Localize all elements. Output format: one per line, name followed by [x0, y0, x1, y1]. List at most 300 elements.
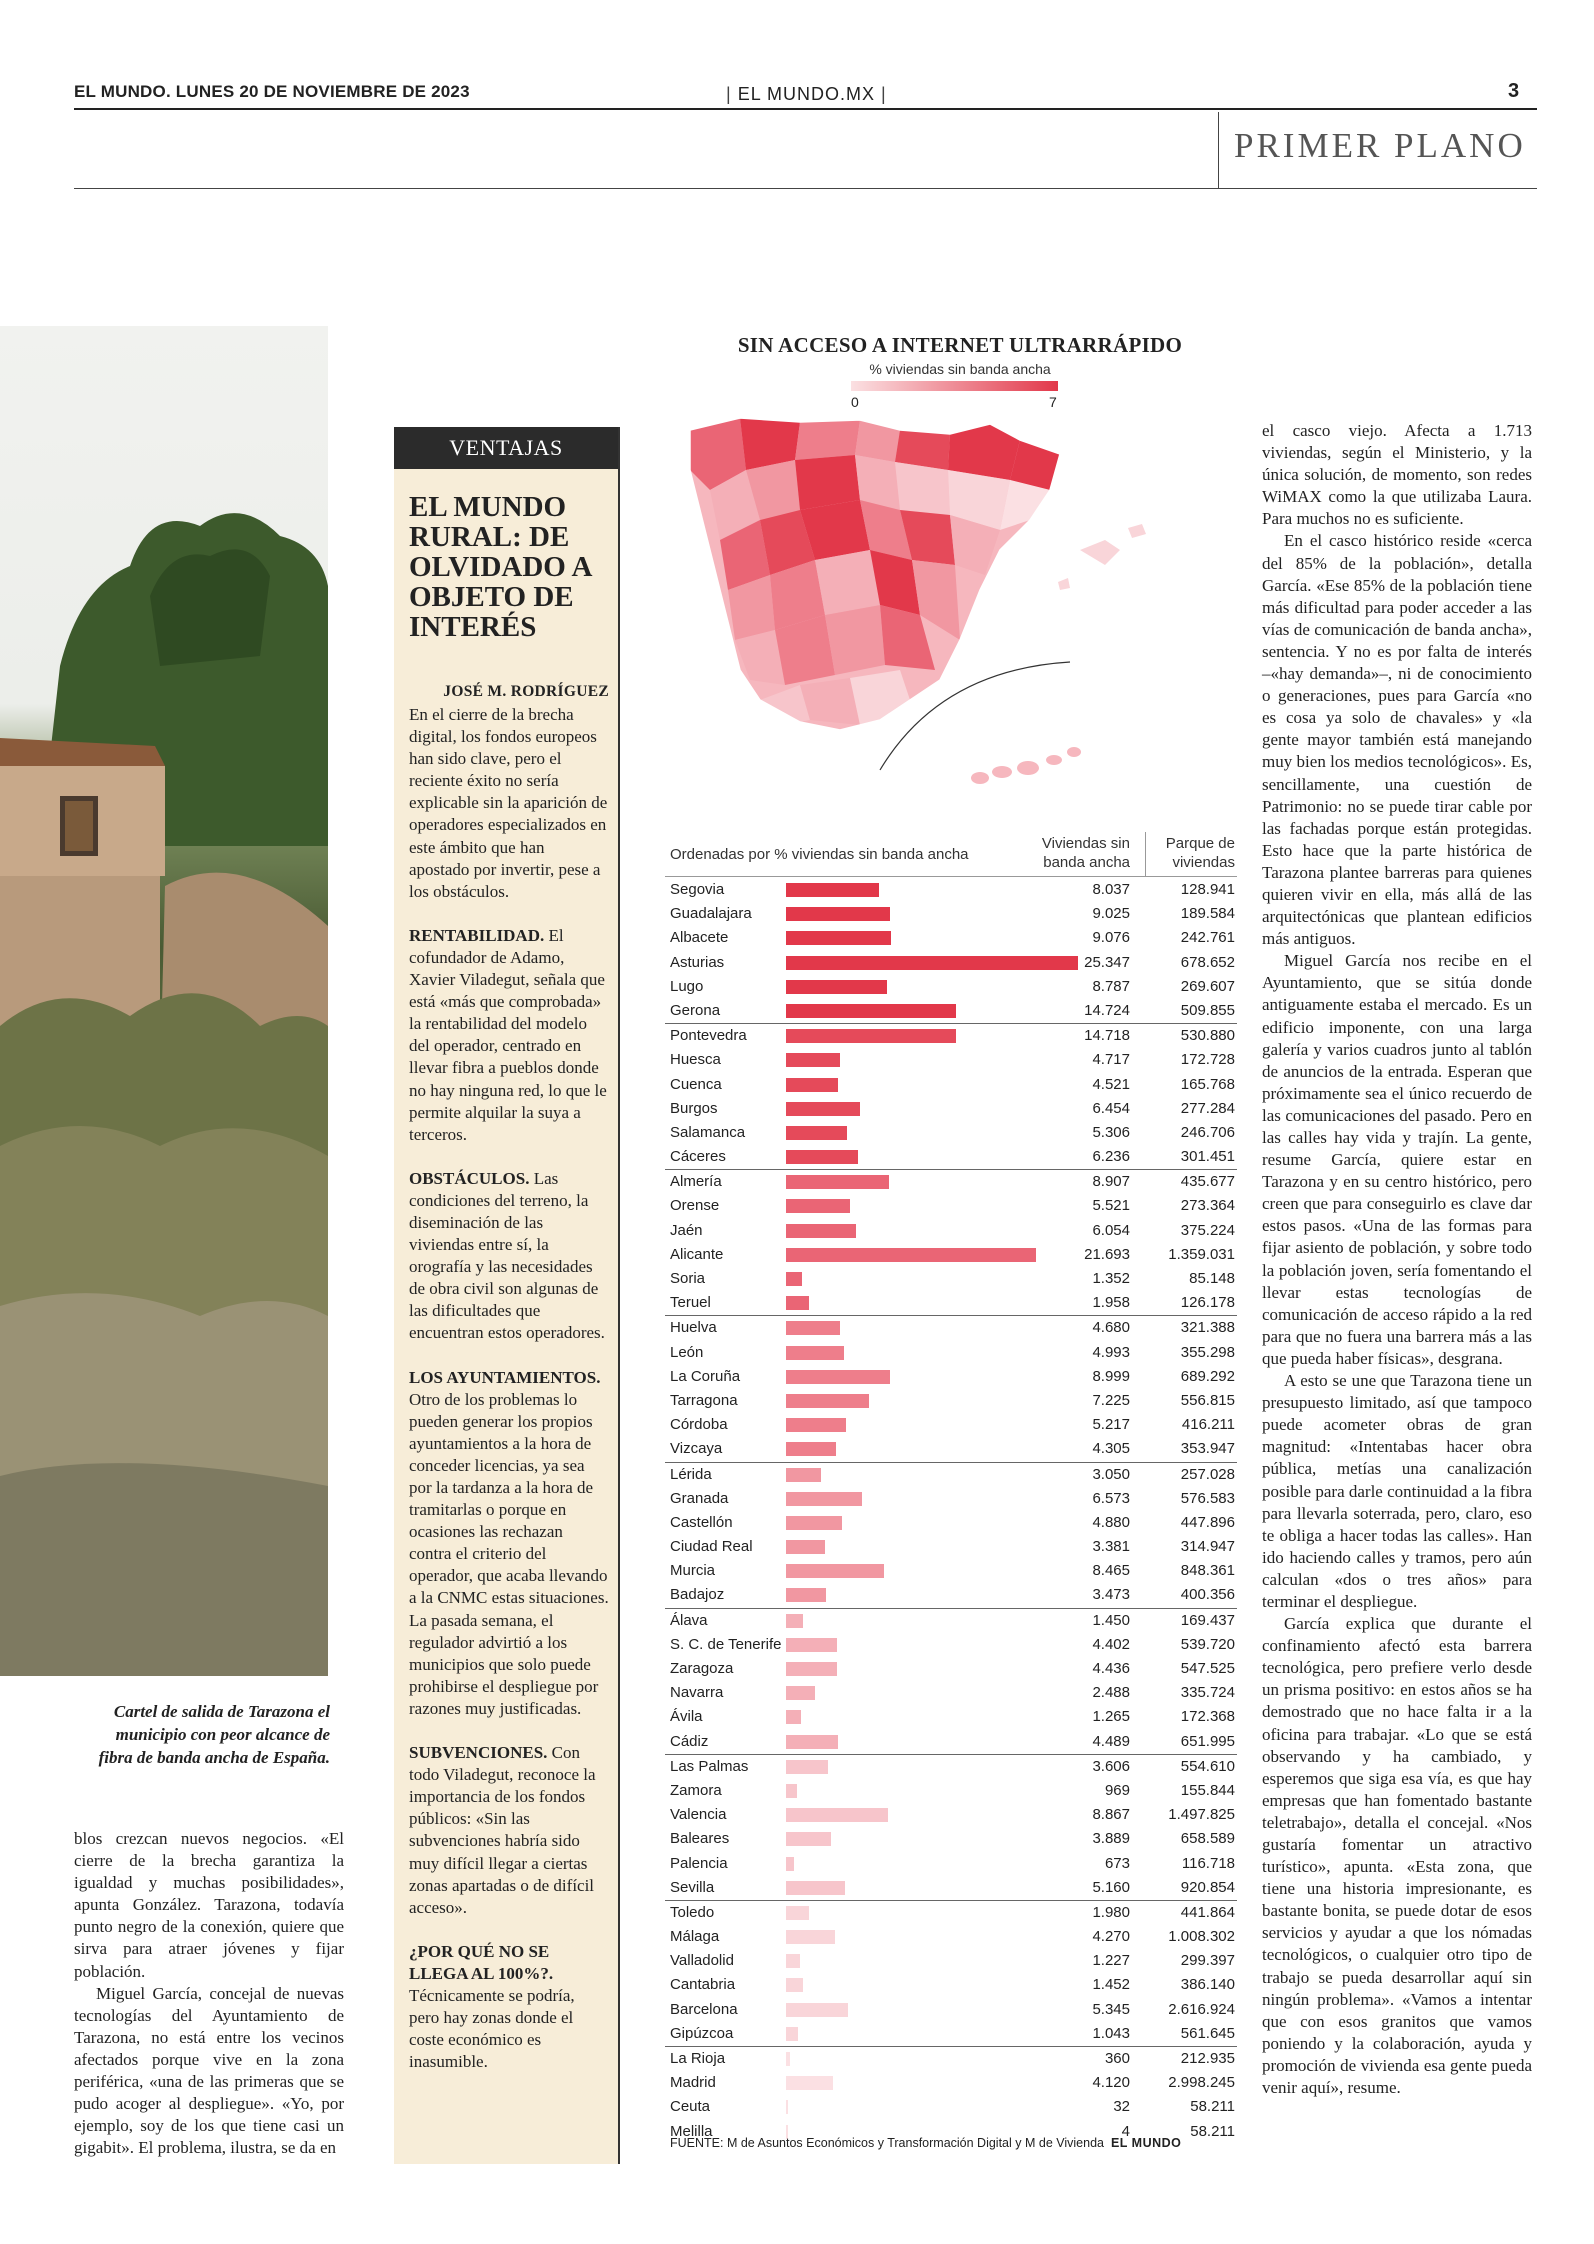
province-name: Pontevedra — [670, 1027, 747, 1045]
homes-without-value: 25.347 — [1084, 953, 1130, 971]
homes-without-value: 4.880 — [1092, 1513, 1130, 1531]
bar-homes-without-broadband — [786, 1272, 802, 1286]
province-name: Barcelona — [670, 2000, 738, 2018]
province-name: Melilla — [670, 2122, 713, 2140]
table-row — [665, 1900, 1237, 1925]
bar-homes-without-broadband — [786, 1614, 803, 1628]
sidebar-intro: En el cierre de la brecha digital, los fondos europeos han sido clave, pero el reciente éxito no sería explicable sin la aparición de operadores especializados en este ámbito que han apostado por invertir, pese a los obstáculos. — [409, 705, 608, 901]
homes-without-value: 4.993 — [1092, 1343, 1130, 1361]
province-name: Burgos — [670, 1099, 718, 1117]
table-row — [665, 926, 1237, 950]
table-row — [665, 1852, 1237, 1876]
homes-without-value: 32 — [1113, 2098, 1130, 2116]
homes-without-value: 8.037 — [1092, 881, 1130, 898]
province-name: Gerona — [670, 1001, 721, 1019]
chart-title: SIN ACCESO A INTERNET ULTRARRÁPIDO — [737, 333, 1183, 357]
sidebar-section-text: Las condiciones del terreno, la diseminación de las viviendas entre sí, la orografía y las necesidades de obra civil son algunas de las dificultades que encuentran estos operadores. — [409, 1168, 605, 1343]
housing-stock-value: 169.437 — [1180, 1611, 1235, 1629]
table-row — [665, 1608, 1237, 1633]
bar-homes-without-broadband — [786, 1588, 826, 1602]
site-name: | EL MUNDO.MX | — [726, 84, 887, 104]
province-name: Salamanca — [670, 1123, 746, 1141]
province-name: Granada — [670, 1489, 729, 1507]
bar-homes-without-broadband — [786, 1954, 800, 1968]
homes-without-value: 7.225 — [1092, 1391, 1130, 1409]
homes-without-value: 4.120 — [1092, 2074, 1130, 2092]
homes-without-value: 4.402 — [1092, 1635, 1130, 1653]
sidebar-section — [409, 925, 609, 1146]
bar-homes-without-broadband — [786, 1078, 838, 1092]
bar-homes-without-broadband — [786, 1150, 858, 1164]
table-row — [665, 2022, 1237, 2046]
bar-homes-without-broadband — [786, 1857, 794, 1871]
housing-stock-value: 314.947 — [1180, 1538, 1235, 1556]
housing-stock-value: 257.028 — [1180, 1465, 1235, 1483]
housing-stock-value: 386.140 — [1180, 1976, 1235, 1994]
housing-stock-value: 539.720 — [1180, 1635, 1235, 1653]
bar-homes-without-broadband — [786, 907, 890, 921]
bar-homes-without-broadband — [786, 1346, 844, 1360]
housing-stock-value: 58.211 — [1190, 2122, 1235, 2140]
bar-homes-without-broadband — [786, 883, 879, 897]
table-row — [665, 1730, 1237, 1754]
bar-homes-without-broadband — [786, 1516, 842, 1530]
province-name: Córdoba — [670, 1416, 728, 1434]
table-row — [665, 1194, 1237, 1218]
housing-stock-value: 400.356 — [1180, 1586, 1235, 1604]
housing-stock-value: 246.706 — [1180, 1123, 1235, 1141]
province-name: Palencia — [670, 1854, 728, 1872]
table-row — [665, 975, 1237, 999]
source-text: FUENTE: M de Asuntos Económicos y Transformación Digital y M de Vivienda — [670, 2136, 1104, 2150]
homes-without-value: 969 — [1104, 1781, 1130, 1799]
province-name: Jaén — [670, 1221, 703, 1239]
homes-without-value: 2.488 — [1092, 1684, 1130, 1702]
photo-illustration — [0, 326, 328, 1676]
section-name: PRIMER PLANO — [1234, 126, 1526, 165]
housing-stock-value: 678.652 — [1180, 953, 1235, 971]
table-row — [665, 1754, 1237, 1779]
bar-homes-without-broadband — [786, 1760, 828, 1774]
map-svg — [650, 400, 1170, 820]
bar-homes-without-broadband — [786, 1442, 836, 1456]
table-row — [665, 1023, 1237, 1048]
province-name: Ávila — [670, 1708, 703, 1726]
homes-without-value: 5.160 — [1092, 1878, 1130, 1896]
homes-without-value: 1.450 — [1092, 1611, 1130, 1629]
legend-max: 7 — [1049, 394, 1057, 410]
province-name: Alicante — [670, 1245, 724, 1263]
housing-stock-value: 58.211 — [1190, 2098, 1235, 2116]
sidebar-keyword: OBSTÁCULOS. — [409, 1168, 530, 1188]
legend-gradient — [851, 381, 1058, 391]
homes-without-value: 8.867 — [1092, 1806, 1130, 1824]
province-name: Almería — [670, 1173, 722, 1191]
housing-stock-value: 530.880 — [1180, 1027, 1235, 1045]
bar-homes-without-broadband — [786, 1540, 825, 1554]
table-row — [665, 1827, 1237, 1851]
homes-without-value: 6.573 — [1092, 1489, 1130, 1507]
province-name: Albacete — [670, 929, 729, 947]
housing-stock-value: 547.525 — [1180, 1660, 1235, 1677]
bar-homes-without-broadband — [786, 1832, 831, 1846]
housing-stock-value: 277.284 — [1180, 1099, 1235, 1117]
table-row — [665, 1973, 1237, 1997]
bar-homes-without-broadband — [786, 1808, 888, 1822]
housing-stock-value: 299.397 — [1180, 1952, 1235, 1970]
section-rule — [74, 188, 1537, 189]
province-name: Gipúzcoa — [670, 2024, 734, 2042]
bar-homes-without-broadband — [786, 1004, 956, 1018]
homes-without-value: 1.352 — [1092, 1270, 1130, 1287]
table-header-stock: Parque de viviendas — [1165, 835, 1235, 871]
homes-without-value: 5.217 — [1092, 1416, 1130, 1434]
homes-without-value: 8.999 — [1092, 1367, 1130, 1385]
province-name: Cantabria — [670, 1976, 736, 1994]
homes-without-value: 8.787 — [1092, 977, 1130, 995]
housing-stock-value: 2.998.245 — [1168, 2074, 1235, 2092]
province-name: Navarra — [670, 1684, 724, 1702]
bar-homes-without-broadband — [786, 1175, 889, 1189]
table-row — [665, 1048, 1237, 1072]
bar-homes-without-broadband — [786, 1906, 809, 1920]
province-name: Toledo — [670, 1903, 715, 1921]
table-row — [665, 2095, 1237, 2119]
homes-without-value: 4.521 — [1092, 1075, 1130, 1093]
sidebar-keyword: RENTABILIDAD. — [409, 925, 545, 945]
province-name: Teruel — [670, 1294, 711, 1312]
homes-without-value: 1.452 — [1092, 1976, 1130, 1994]
homes-without-value: 9.025 — [1092, 905, 1130, 923]
province-name: Álava — [670, 1611, 708, 1629]
homes-without-value: 5.345 — [1092, 2000, 1130, 2018]
homes-without-value: 4.489 — [1092, 1732, 1130, 1750]
province-name: Valencia — [670, 1806, 727, 1824]
province-name: Guadalajara — [670, 905, 752, 923]
table-row — [665, 1341, 1237, 1365]
table-row — [665, 1243, 1237, 1267]
province-name: Badajoz — [670, 1586, 725, 1604]
sidebar-section — [409, 1742, 609, 1919]
tarazona-photo — [0, 326, 328, 1676]
homes-without-value: 8.907 — [1092, 1173, 1130, 1191]
table-row — [665, 1145, 1237, 1169]
table-row — [665, 951, 1237, 975]
housing-stock-value: 658.589 — [1180, 1830, 1235, 1848]
housing-stock-value: 561.645 — [1180, 2024, 1235, 2042]
housing-stock-value: 353.947 — [1180, 1440, 1235, 1458]
housing-stock-value: 689.292 — [1180, 1367, 1235, 1385]
sidebar-section — [409, 1941, 609, 2074]
bar-homes-without-broadband — [786, 1370, 890, 1384]
homes-without-value: 4.270 — [1092, 1928, 1130, 1946]
housing-stock-value: 554.610 — [1180, 1757, 1235, 1775]
province-name: Valladolid — [670, 1952, 734, 1970]
homes-without-value: 9.076 — [1092, 929, 1130, 947]
province-name: Ciudad Real — [670, 1538, 753, 1556]
table-row — [665, 1073, 1237, 1097]
bar-homes-without-broadband — [786, 2076, 833, 2090]
right-paragraph: Miguel García nos recibe en el Ayuntamiento, que se sitúa donde antiguamente estaba el mercado. Es un edificio imponente, con una larga galería y varios cuadros junto al tablón de anuncios de la entrada. Esperan que próximamente sea el único recuerdo de las comunicaciones del pasado. Pero en las calles hay vida y trajín. La gente, resume García, quiere estar en Tarazona y en su centro histórico, pero creen que para conseguirlo es clave dar estos pasos. «Una de las formas para fijar asiento de población, y sobre todo la población joven, sería fomentando el llevar estas tecnologías de comunicación de acceso rápido a la red para que no fuera una barrera más a las que pueda haber físicas», desgrana. — [1262, 951, 1532, 1368]
table-row — [665, 1487, 1237, 1511]
right-paragraph: En el casco histórico reside «cerca del 85% de la población», detalla García. «Ese 85% de la población tiene más dificultad para poder acceder a las vías de comunicación de banda ancha», sentencia. Y no es por falta de interés –«hay demanda»–, ni de conocimiento o generaciones, pues para García «no es cosa ya solo de chavales» y «la gente mayor también está manejando muy bien los medios tecnológicos». Es, sencillamente, una cuestión de Patrimonio: no se puede tirar cable por las fachadas porque están protegidas. Esto hace que la parte histórica de Tarazona plantee barreras para quienes quieren vivir en ella, más allá de las arquitectónicas que plantean edificios más antiguos. — [1262, 531, 1532, 949]
table-row — [665, 902, 1237, 926]
province-name: La Rioja — [670, 2050, 726, 2067]
legend-label: % viviendas sin banda ancha — [869, 361, 1051, 377]
province-name: La Coruña — [670, 1367, 741, 1385]
sidebar-section-text: Técnicamente se podría, pero hay zonas donde el coste económico es inasumible. — [409, 1985, 575, 2072]
homes-without-value: 21.693 — [1084, 1245, 1130, 1263]
housing-stock-value: 2.616.924 — [1168, 2000, 1235, 2018]
sidebar-keyword: LOS AYUNTAMIENTOS. — [409, 1367, 601, 1387]
table-row — [665, 1925, 1237, 1949]
right-paragraph: García explica que durante el confinamiento afectó esta barrera tecnológica, pero prefiere verlo desde un prisma positivo: en estos años se ha demostrado que no hace falta ir a la oficina para trabajar. «Lo que se está observando y ha cambiado, y esperemos que siga esa vía, es que hay empresas que han fomentado bastante teletrabajo», detalla el concejal. «Nos gustaría fomentar un atractivo turístico», apunta. «Esta zona, que tiene una historia impresionante, es bastante bonita, se puede dotar de esos servicios y ayudar a que los nómadas tecnológicos, o cualquier otro tipo de trabajo se pueda desarrollar aquí sin ningún problema». «Vamos a intentar que con esos granitos que vamos poniendo y la colaboración, ayuda y promoción de vivienda esa gente pueda venir aquí», resume. — [1262, 1614, 1532, 2098]
homes-without-value: 360 — [1104, 2050, 1130, 2067]
newspaper-date: EL MUNDO. LUNES 20 DE NOVIEMBRE DE 2023 — [74, 82, 470, 101]
bar-homes-without-broadband — [786, 1126, 847, 1140]
sidebar-section — [409, 1168, 609, 1345]
section-divider — [1218, 112, 1219, 188]
bar-homes-without-broadband — [786, 1394, 869, 1408]
homes-without-value: 3.606 — [1092, 1757, 1130, 1775]
bar-homes-without-broadband — [786, 2052, 790, 2066]
table-row — [665, 1779, 1237, 1803]
bar-homes-without-broadband — [786, 1710, 801, 1724]
province-name: Castellón — [670, 1513, 733, 1531]
housing-stock-value: 1.359.031 — [1168, 1245, 1235, 1263]
homes-without-value: 6.054 — [1092, 1221, 1130, 1239]
housing-stock-value: 441.864 — [1180, 1903, 1235, 1921]
province-name: S. C. de Tenerife — [670, 1635, 782, 1653]
housing-stock-value: 321.388 — [1180, 1319, 1235, 1337]
left-column — [74, 1828, 344, 2159]
bar-homes-without-broadband — [786, 980, 887, 994]
bar-homes-without-broadband — [786, 1881, 845, 1895]
homes-without-value: 1.227 — [1092, 1952, 1130, 1970]
housing-stock-value: 435.677 — [1180, 1173, 1235, 1191]
sidebar-body — [409, 704, 609, 2095]
bar-homes-without-broadband — [786, 1686, 815, 1700]
province-name: Cuenca — [670, 1075, 722, 1093]
homes-without-value: 14.718 — [1084, 1027, 1130, 1045]
bar-homes-without-broadband — [786, 2027, 798, 2041]
table-row — [665, 1291, 1237, 1315]
table-row — [665, 2071, 1237, 2095]
bar-homes-without-broadband — [786, 1053, 840, 1067]
sidebar-author: JOSÉ M. RODRÍGUEZ — [443, 683, 609, 700]
sidebar-keyword: SUBVENCIONES. — [409, 1743, 548, 1763]
province-name: Lugo — [670, 977, 704, 995]
province-name: Baleares — [670, 1830, 730, 1848]
housing-stock-value: 355.298 — [1180, 1343, 1235, 1361]
housing-stock-value: 172.728 — [1180, 1051, 1235, 1069]
housing-stock-value: 576.583 — [1180, 1489, 1235, 1507]
table-header-order: Ordenadas por % viviendas sin banda ancha — [670, 846, 969, 863]
homes-without-value: 1.980 — [1092, 1903, 1130, 1921]
table-row — [665, 1169, 1237, 1194]
bar-homes-without-broadband — [786, 1224, 856, 1238]
table-row — [665, 1462, 1237, 1487]
province-table — [665, 878, 1237, 2144]
site-name-text: EL MUNDO.MX — [737, 84, 876, 104]
legend-min: 0 — [851, 394, 859, 410]
housing-stock-value: 447.896 — [1180, 1513, 1235, 1531]
table-row — [665, 1803, 1237, 1827]
housing-stock-value: 172.368 — [1180, 1708, 1235, 1726]
homes-without-value: 4.305 — [1092, 1440, 1130, 1458]
photo-caption: Cartel de salida de Tarazona el municipio con peor alcance de fibra de banda ancha de España. — [98, 1702, 330, 1767]
table-row — [665, 1121, 1237, 1145]
bar-homes-without-broadband — [786, 1102, 860, 1116]
sidebar-section — [409, 1367, 609, 1721]
province-name: Orense — [670, 1197, 720, 1215]
housing-stock-value: 85.148 — [1189, 1270, 1235, 1287]
province-name: Las Palmas — [670, 1757, 749, 1775]
province-name: Huesca — [670, 1051, 721, 1069]
table-row — [665, 1657, 1237, 1681]
right-column — [1262, 420, 1532, 2099]
housing-stock-value: 920.854 — [1180, 1878, 1235, 1896]
province-name: Sevilla — [670, 1878, 715, 1896]
homes-without-value: 1.265 — [1092, 1708, 1130, 1726]
housing-stock-value: 269.607 — [1180, 977, 1235, 995]
province-name: Murcia — [670, 1562, 716, 1580]
bar-homes-without-broadband — [786, 1248, 1036, 1262]
housing-stock-value: 848.361 — [1180, 1562, 1235, 1580]
province-name: Zamora — [670, 1781, 722, 1799]
homes-without-value: 5.521 — [1092, 1197, 1130, 1215]
table-row — [665, 1705, 1237, 1729]
table-row — [665, 1315, 1237, 1340]
province-name: Lérida — [670, 1465, 712, 1483]
housing-stock-value: 155.844 — [1180, 1781, 1235, 1799]
sidebar-header: VENTAJAS — [394, 427, 618, 469]
housing-stock-value: 556.815 — [1180, 1391, 1235, 1409]
table-row — [665, 1267, 1237, 1291]
spain-choropleth-map — [650, 400, 1170, 820]
table-row — [665, 1876, 1237, 1900]
sidebar-keyword: ¿POR QUÉ NO SE LLEGA AL 100%?. — [409, 1941, 554, 1983]
bar-homes-without-broadband — [786, 2003, 848, 2017]
province-name: Málaga — [670, 1928, 720, 1946]
housing-stock-value: 212.935 — [1180, 2050, 1235, 2067]
province-name: Soria — [670, 1270, 706, 1287]
housing-stock-value: 301.451 — [1180, 1148, 1235, 1166]
housing-stock-value: 116.718 — [1181, 1854, 1235, 1872]
homes-without-value: 1.958 — [1092, 1294, 1130, 1312]
province-name: Zaragoza — [670, 1660, 734, 1677]
province-name: Asturias — [670, 953, 725, 971]
housing-stock-value: 416.211 — [1181, 1416, 1235, 1434]
homes-without-value: 1.043 — [1092, 2024, 1130, 2042]
bar-homes-without-broadband — [786, 1784, 797, 1798]
homes-without-value: 3.381 — [1092, 1538, 1130, 1556]
bar-homes-without-broadband — [786, 1638, 837, 1652]
table-row — [665, 1633, 1237, 1657]
homes-without-value: 6.454 — [1092, 1099, 1130, 1117]
left-paragraph: blos crezcan nuevos negocios. «El cierre de la brecha garantiza la igualdad y muchas posibilidades», apunta González. Tarazona, todavía punto negro de la conexión, quiere que sirva para atraer jóvenes y fijar población. — [74, 1829, 344, 1981]
homes-without-value: 5.306 — [1092, 1123, 1130, 1141]
left-paragraph: Miguel García, concejal de nuevas tecnologías del Ayuntamiento de Tarazona, no está entre los vecinos afectados porque vive en la zona periférica, «una de las primeras que se pudo acoger al despliegue». «Yo, por ejemplo, soy de los que tiene casi un gigabit». El problema, ilustra, se da en — [74, 1983, 344, 2158]
table-row — [665, 1097, 1237, 1121]
housing-stock-value: 1.008.302 — [1168, 1928, 1235, 1946]
housing-stock-value: 126.178 — [1180, 1294, 1235, 1312]
bar-homes-without-broadband — [786, 1418, 846, 1432]
table-row — [665, 999, 1237, 1023]
homes-without-value: 4 — [1121, 2122, 1130, 2140]
table-row — [665, 1365, 1237, 1389]
homes-without-value: 8.465 — [1092, 1562, 1130, 1580]
bar-homes-without-broadband — [786, 1321, 840, 1335]
bar-homes-without-broadband — [786, 1296, 809, 1310]
housing-stock-value: 273.364 — [1180, 1197, 1235, 1215]
homes-without-value: 4.436 — [1092, 1660, 1130, 1677]
housing-stock-value: 189.584 — [1180, 905, 1235, 923]
sidebar-title: EL MUNDO RURAL: DE OLVIDADO A OBJETO DE INTERÉS — [409, 491, 591, 643]
housing-stock-value: 335.724 — [1180, 1684, 1235, 1702]
table-row — [665, 1511, 1237, 1535]
sidebar-section-text: Otro de los problemas lo pueden generar los propios ayuntamientos a la hora de conceder licencias, ya sea por la tardanza a la hora de tramitarlas o porque en ocasiones las rechazan contra el criterio del operador, que acaba llevando a la CNMC estas situaciones. La pasada semana, el regulador advirtió a los municipios que solo puede prohibirse el despliegue por razones muy justificadas. — [409, 1389, 609, 1718]
province-name: Ceuta — [670, 2098, 711, 2116]
table-row — [665, 1559, 1237, 1583]
bar-homes-without-broadband — [786, 1029, 956, 1043]
province-name: Madrid — [670, 2074, 716, 2092]
bar-homes-without-broadband — [786, 1662, 837, 1676]
homes-without-value: 673 — [1104, 1854, 1130, 1872]
table-row — [665, 878, 1237, 902]
bar-homes-without-broadband — [786, 931, 891, 945]
table-header-rule — [665, 876, 1237, 877]
housing-stock-value: 1.497.825 — [1168, 1806, 1235, 1824]
bar-homes-without-broadband — [786, 1468, 821, 1482]
table-row — [665, 1998, 1237, 2022]
province-name: Segovia — [670, 881, 725, 898]
bar-homes-without-broadband — [786, 1735, 838, 1749]
homes-without-value: 4.680 — [1092, 1319, 1130, 1337]
sidebar-section-text: Con todo Viladegut, reconoce la importancia de los fondos públicos: «Sin las subvenciones habría sido muy difícil llegar a ciertas zonas apartadas o de difícil acceso». — [409, 1743, 596, 1917]
bar-homes-without-broadband — [786, 1564, 884, 1578]
table-row — [665, 2046, 1237, 2071]
housing-stock-value: 651.995 — [1180, 1732, 1235, 1750]
source-brand: EL MUNDO — [1110, 2136, 1182, 2150]
bar-homes-without-broadband — [786, 1199, 850, 1213]
homes-without-value: 14.724 — [1084, 1001, 1130, 1019]
table-header-homes-without: Viviendas sin banda ancha — [1041, 835, 1130, 871]
table-row — [665, 1681, 1237, 1705]
bar-homes-without-broadband — [786, 1930, 835, 1944]
sidebar-section-text: El cofundador de Adamo, Xavier Viladegut, señala que está «más que comprobada» la rentabilidad del modelo del operador, centrado en llevar fibra a pueblos donde no hay ninguna red, lo que le permite alquilar la suya a terceros. — [409, 925, 607, 1144]
housing-stock-value: 509.855 — [1180, 1001, 1235, 1019]
right-paragraph: A esto se une que Tarazona tiene un presupuesto limitado, así que tampoco puede acometer obras de gran magnitud: «Intentabas hacer obra pública, metías una canalización posible para darle continuidad a la fibra para llevarla soterrada, pero, claro, eso te obliga a hacer todas las calles». Han ido haciendo calles y tramos, pero aún calculan «dos o tres años» para terminar el despliegue. — [1262, 1371, 1532, 1611]
table-row — [665, 1413, 1237, 1437]
province-name: León — [670, 1343, 704, 1361]
province-name: Cádiz — [670, 1732, 709, 1750]
housing-stock-value: 375.224 — [1180, 1221, 1235, 1239]
housing-stock-value: 128.941 — [1180, 881, 1235, 898]
homes-without-value: 3.889 — [1092, 1830, 1130, 1848]
table-row — [665, 1535, 1237, 1559]
housing-stock-value: 165.768 — [1180, 1075, 1235, 1093]
homes-without-value: 3.050 — [1092, 1465, 1130, 1483]
table-row — [665, 1219, 1237, 1243]
province-name: Tarragona — [670, 1391, 738, 1409]
homes-without-value: 3.473 — [1092, 1586, 1130, 1604]
homes-without-value: 4.717 — [1092, 1051, 1130, 1069]
table-header-divider — [1145, 832, 1146, 876]
table-row — [665, 1437, 1237, 1461]
province-name: Cáceres — [670, 1148, 726, 1166]
table-row — [665, 1389, 1237, 1413]
